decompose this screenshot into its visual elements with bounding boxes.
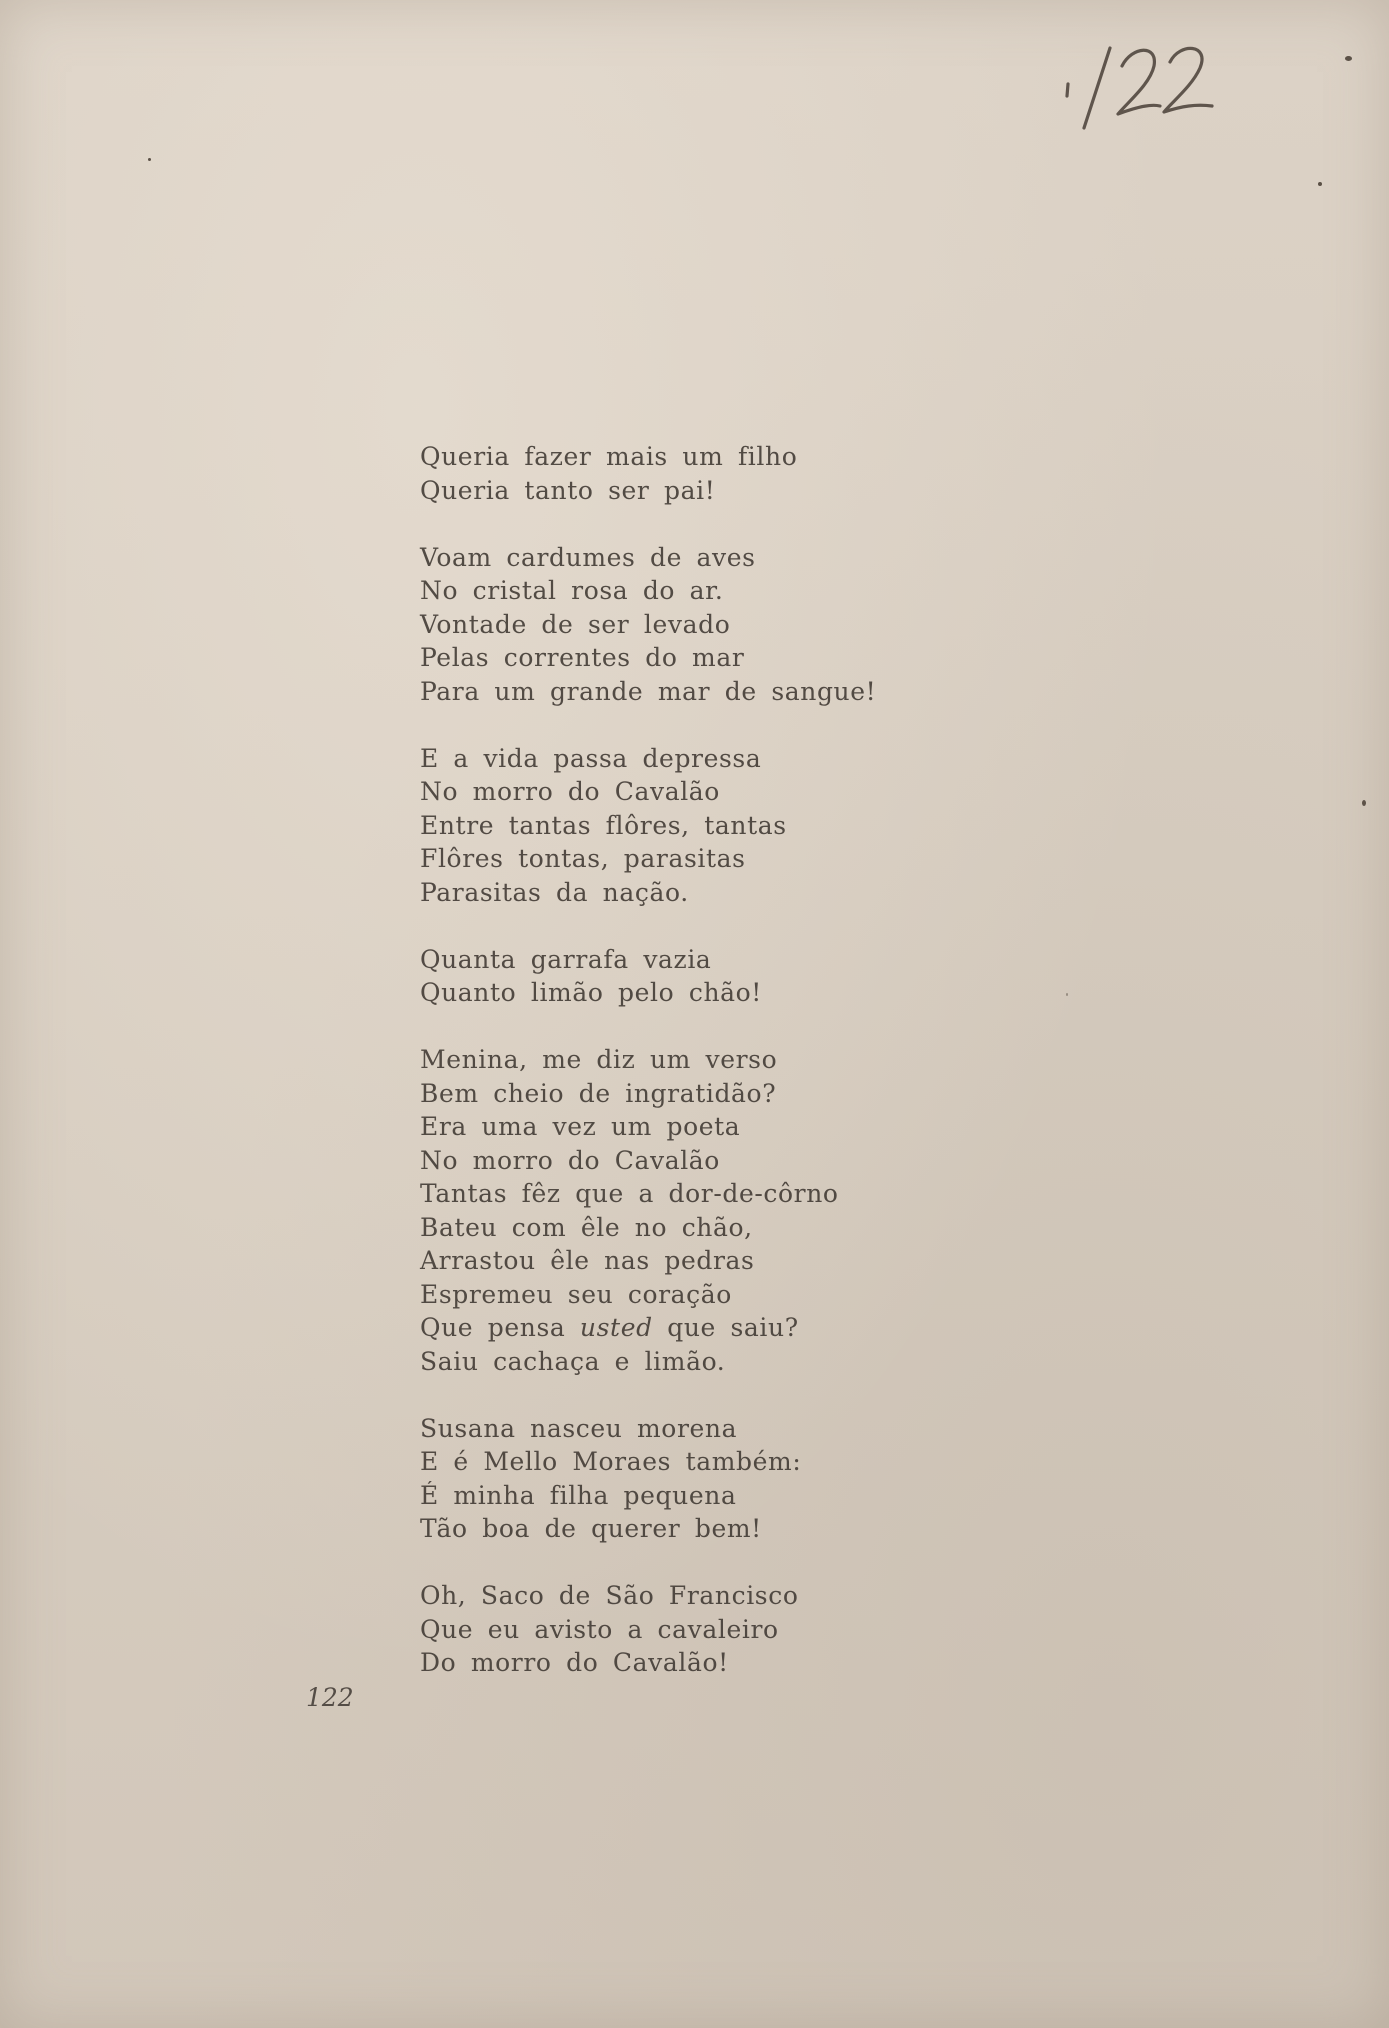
poem-line: No cristal rosa do ar. [420, 576, 724, 605]
poem-line: Quanto limão pelo chão! [420, 978, 762, 1007]
line-segment: que saiu? [652, 1313, 799, 1342]
poem-line: Entre tantas flôres, tantas [420, 810, 787, 840]
italic-word: usted [579, 1313, 653, 1342]
stanza-7 [420, 1579, 940, 1680]
poem-line: Menina, me diz um verso [420, 1045, 778, 1074]
poem-line: E a vida passa depressa [420, 743, 762, 773]
poem-line: Que eu avisto a cavaleiro [420, 1614, 779, 1644]
poem-line: Para um grande mar de sangue! [420, 676, 877, 706]
stanza-5 [420, 1043, 940, 1378]
line-segment: Que pensa [420, 1313, 580, 1342]
poem-line: Arrastou êle nas pedras [420, 1246, 755, 1275]
poem-line: Tantas fêz que a dor-de-côrno [420, 1179, 839, 1208]
paper-speck [1066, 993, 1068, 996]
poem-line: Oh, Saco de São Francisco [420, 1581, 799, 1610]
stanza-2 [420, 541, 940, 709]
poem-line: Quanta garrafa vazia [420, 944, 712, 974]
poem-line: Queria tanto ser pai! [420, 475, 716, 505]
handwritten-folio-text: 122 [1040, 36, 1042, 37]
stanza-1 [420, 440, 940, 507]
poem-line: Vontade de ser levado [420, 609, 731, 639]
poem-line: Susana nasceu morena [420, 1413, 738, 1443]
poem-line: Espremeu seu coração [420, 1279, 732, 1309]
poem-line: Tão boa de querer bem! [420, 1514, 762, 1543]
poem [420, 440, 940, 1680]
paper-speck [1345, 56, 1352, 61]
paper-speck [1362, 800, 1366, 806]
poem-line: Pelas correntes do mar [420, 643, 745, 672]
handwritten-folio-number [1040, 36, 1230, 146]
poem-line: No morro do Cavalão [420, 777, 720, 806]
poem-line-italic-usted [420, 1311, 940, 1345]
paper-speck [1318, 182, 1322, 186]
page-number: 122 [306, 1683, 354, 1712]
poem-line: Do morro do Cavalão! [420, 1648, 729, 1677]
paper-speck [148, 158, 151, 161]
stanza-6 [420, 1412, 940, 1546]
poem-line: No morro do Cavalão [420, 1145, 720, 1175]
poem-line: Saiu cachaça e limão. [420, 1346, 726, 1376]
poem-line: E é Mello Moraes também: [420, 1447, 802, 1476]
poem-line: Flôres tontas, parasitas [420, 844, 746, 873]
stanza-4 [420, 943, 940, 1010]
poem-line: Parasitas da nação. [420, 877, 689, 907]
stanza-3 [420, 742, 940, 910]
poem-line: Voam cardumes de aves [420, 542, 756, 572]
poem-line: Bem cheio de ingratidão? [420, 1078, 777, 1108]
poem-line: Era uma vez um poeta [420, 1112, 741, 1141]
poem-line: Bateu com êle no chão, [420, 1212, 753, 1242]
poem-line: Queria fazer mais um filho [420, 442, 798, 471]
poem-line: É minha filha pequena [420, 1480, 737, 1510]
